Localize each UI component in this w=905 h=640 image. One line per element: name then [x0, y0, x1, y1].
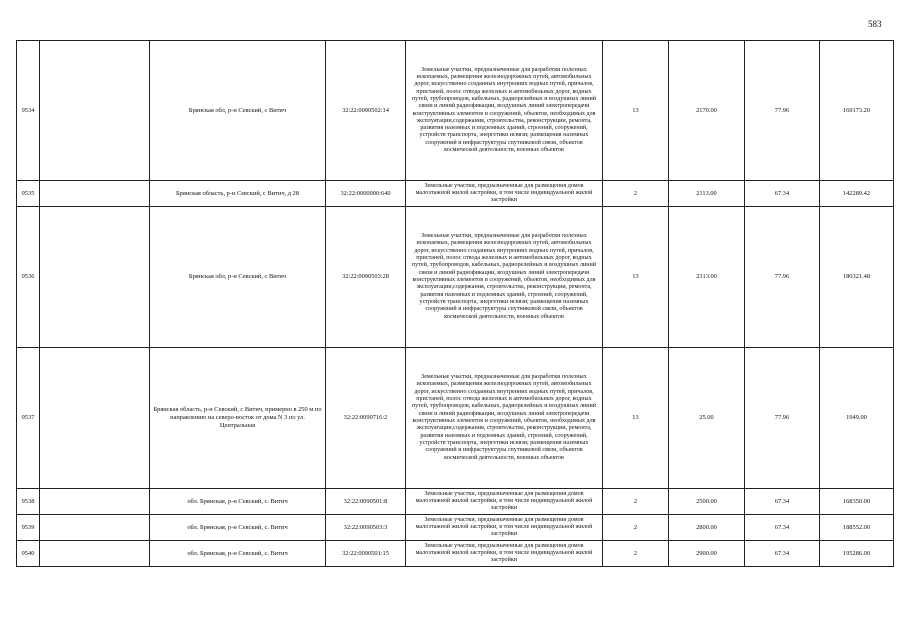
cadastral-value-cell: 1949.00	[820, 348, 894, 489]
cadastral-number-cell: 32:22:0090502:14	[326, 41, 406, 181]
table-row	[17, 489, 894, 515]
row-number-cell: 9537	[17, 348, 40, 489]
row-number-cell: 9538	[17, 489, 40, 515]
address-cell: Брянская область, р-н Севский, с Витич, д 28	[150, 181, 326, 207]
cadastral-number-cell: 32:22:0090503:28	[326, 207, 406, 348]
blank-cell	[40, 541, 150, 567]
row-number-cell: 9535	[17, 181, 40, 207]
area-cell: 2800.00	[669, 515, 745, 541]
address-cell: Брянская область, р-н Севский, с Витич, примерно в 250 м по направлению на северо-восток от дома N 3 по ул. Центральная	[150, 348, 326, 489]
address-cell: обл. Брянская, р-н Севский, с. Витич	[150, 541, 326, 567]
rate-cell: 67.34	[745, 489, 820, 515]
blank-cell	[40, 489, 150, 515]
group-cell: 13	[603, 207, 669, 348]
row-number-cell: 9536	[17, 207, 40, 348]
blank-cell	[40, 515, 150, 541]
cadastral-number-cell: 32:22:0090716:2	[326, 348, 406, 489]
group-cell: 13	[603, 41, 669, 181]
blank-cell	[40, 41, 150, 181]
land-purpose-cell: Земельные участки, предназначенные для разработки полезных ископаемых, размещения железнодорожных путей, автомобильных дорог, искусственно созданных внутренних водных путей, причалов, пристаней, полос отвода железных и автомобильных дорог, водных путей, трубопроводов, кабельных, радиорелейных и воздушных линий связи и линий радиофикации, воздушных линий электропередачи конструктивных элементов и сооружений, объектов, необходимых для эксплуатации,содержания, строительства, реконструкции, ремонта, развития наземных и подземных зданий, строений, сооружений, устройств транспорта, энергетики исвязи; размещения наземных сооружений и инфраструктуры спутниковой связи, объектов космической деятельности, военных объектов	[406, 207, 603, 348]
cadastral-value-cell: 195286.00	[820, 541, 894, 567]
table-row	[17, 207, 894, 348]
cadastral-value-cell: 188552.00	[820, 515, 894, 541]
cadastral-value-cell: 142289.42	[820, 181, 894, 207]
row-number-cell: 9540	[17, 541, 40, 567]
blank-cell	[40, 348, 150, 489]
group-cell: 13	[603, 348, 669, 489]
table-row	[17, 181, 894, 207]
group-cell: 2	[603, 489, 669, 515]
table-row	[17, 541, 894, 567]
address-cell: Брянская обл, р-н Севский, с Витич	[150, 207, 326, 348]
rate-cell: 67.34	[745, 181, 820, 207]
rate-cell: 67.34	[745, 541, 820, 567]
row-number-cell: 9534	[17, 41, 40, 181]
table-row	[17, 515, 894, 541]
land-purpose-cell: Земельные участки, предназначенные для размещения домов малоэтажной жилой застройки, в том числе индивидуальной жилой застройки	[406, 489, 603, 515]
rate-cell: 77.96	[745, 207, 820, 348]
area-cell: 2113.00	[669, 181, 745, 207]
area-cell: 2170.00	[669, 41, 745, 181]
land-purpose-cell: Земельные участки, предназначенные для размещения домов малоэтажной жилой застройки, в том числе индивидуальной жилой застройки	[406, 541, 603, 567]
land-purpose-cell: Земельные участки, предназначенные для разработки полезных ископаемых, размещения железнодорожных путей, автомобильных дорог, искусственно созданных внутренних водных путей, причалов, пристаней, полос отвода железных и автомобильных дорог, водных путей, трубопроводов, кабельных, радиорелейных и воздушных линий связи и линий радиофикации, воздушных линий электропередачи конструктивных элементов и сооружений, объектов, необходимых для эксплуатации,содержания, строительства, реконструкции, ремонта, развития наземных и подземных зданий, строений, сооружений, устройств транспорта, энергетики исвязи; размещения наземных сооружений и инфраструктуры спутниковой связи, объектов космической деятельности, военных объектов	[406, 348, 603, 489]
table-row	[17, 348, 894, 489]
area-cell: 25.00	[669, 348, 745, 489]
land-purpose-cell: Земельные участки, предназначенные для размещения домов малоэтажной жилой застройки, в том числе индивидуальной жилой застройки	[406, 515, 603, 541]
cadastral-number-cell: 32:22:0090501:15	[326, 541, 406, 567]
land-purpose-cell: Земельные участки, предназначенные для размещения домов малоэтажной жилой застройки, в том числе индивидуальной жилой застройки	[406, 181, 603, 207]
blank-cell	[40, 181, 150, 207]
cadastral-value-cell: 180321.48	[820, 207, 894, 348]
cadastral-value-cell: 169173.20	[820, 41, 894, 181]
register-body	[17, 41, 894, 567]
table-row	[17, 41, 894, 181]
group-cell: 2	[603, 181, 669, 207]
rate-cell: 77.96	[745, 41, 820, 181]
cadastral-number-cell: 32:22:0090501:8	[326, 489, 406, 515]
address-cell: обл. Брянская, р-н Севский, с. Витич	[150, 515, 326, 541]
address-cell: Брянская обл, р-н Севский, с Витич	[150, 41, 326, 181]
page-number: 583	[868, 19, 882, 29]
area-cell: 2500.00	[669, 489, 745, 515]
rate-cell: 67.34	[745, 515, 820, 541]
address-cell: обл. Брянская, р-н Севский, с. Витич	[150, 489, 326, 515]
blank-cell	[40, 207, 150, 348]
land-plot-register-table	[16, 40, 894, 567]
area-cell: 2900.00	[669, 541, 745, 567]
group-cell: 2	[603, 515, 669, 541]
row-number-cell: 9539	[17, 515, 40, 541]
land-purpose-cell: Земельные участки, предназначенные для разработки полезных ископаемых, размещения железнодорожных путей, автомобильных дорог, искусственно созданных внутренних водных путей, причалов, пристаней, полос отвода железных и автомобильных дорог, водных путей, трубопроводов, кабельных, радиорелейных и воздушных линий связи и линий радиофикации, воздушных линий электропередачи конструктивных элементов и сооружений, объектов, необходимых для эксплуатации,содержания, строительства, реконструкции, ремонта, развития наземных и подземных зданий, строений, сооружений, устройств транспорта, энергетики исвязи; размещения наземных сооружений и инфраструктуры спутниковой связи, объектов космической деятельности, военных объектов	[406, 41, 603, 181]
cadastral-number-cell: 32:22:0090503:3	[326, 515, 406, 541]
area-cell: 2313.00	[669, 207, 745, 348]
rate-cell: 77.96	[745, 348, 820, 489]
group-cell: 2	[603, 541, 669, 567]
cadastral-value-cell: 168350.00	[820, 489, 894, 515]
cadastral-number-cell: 32:22:0000000:640	[326, 181, 406, 207]
